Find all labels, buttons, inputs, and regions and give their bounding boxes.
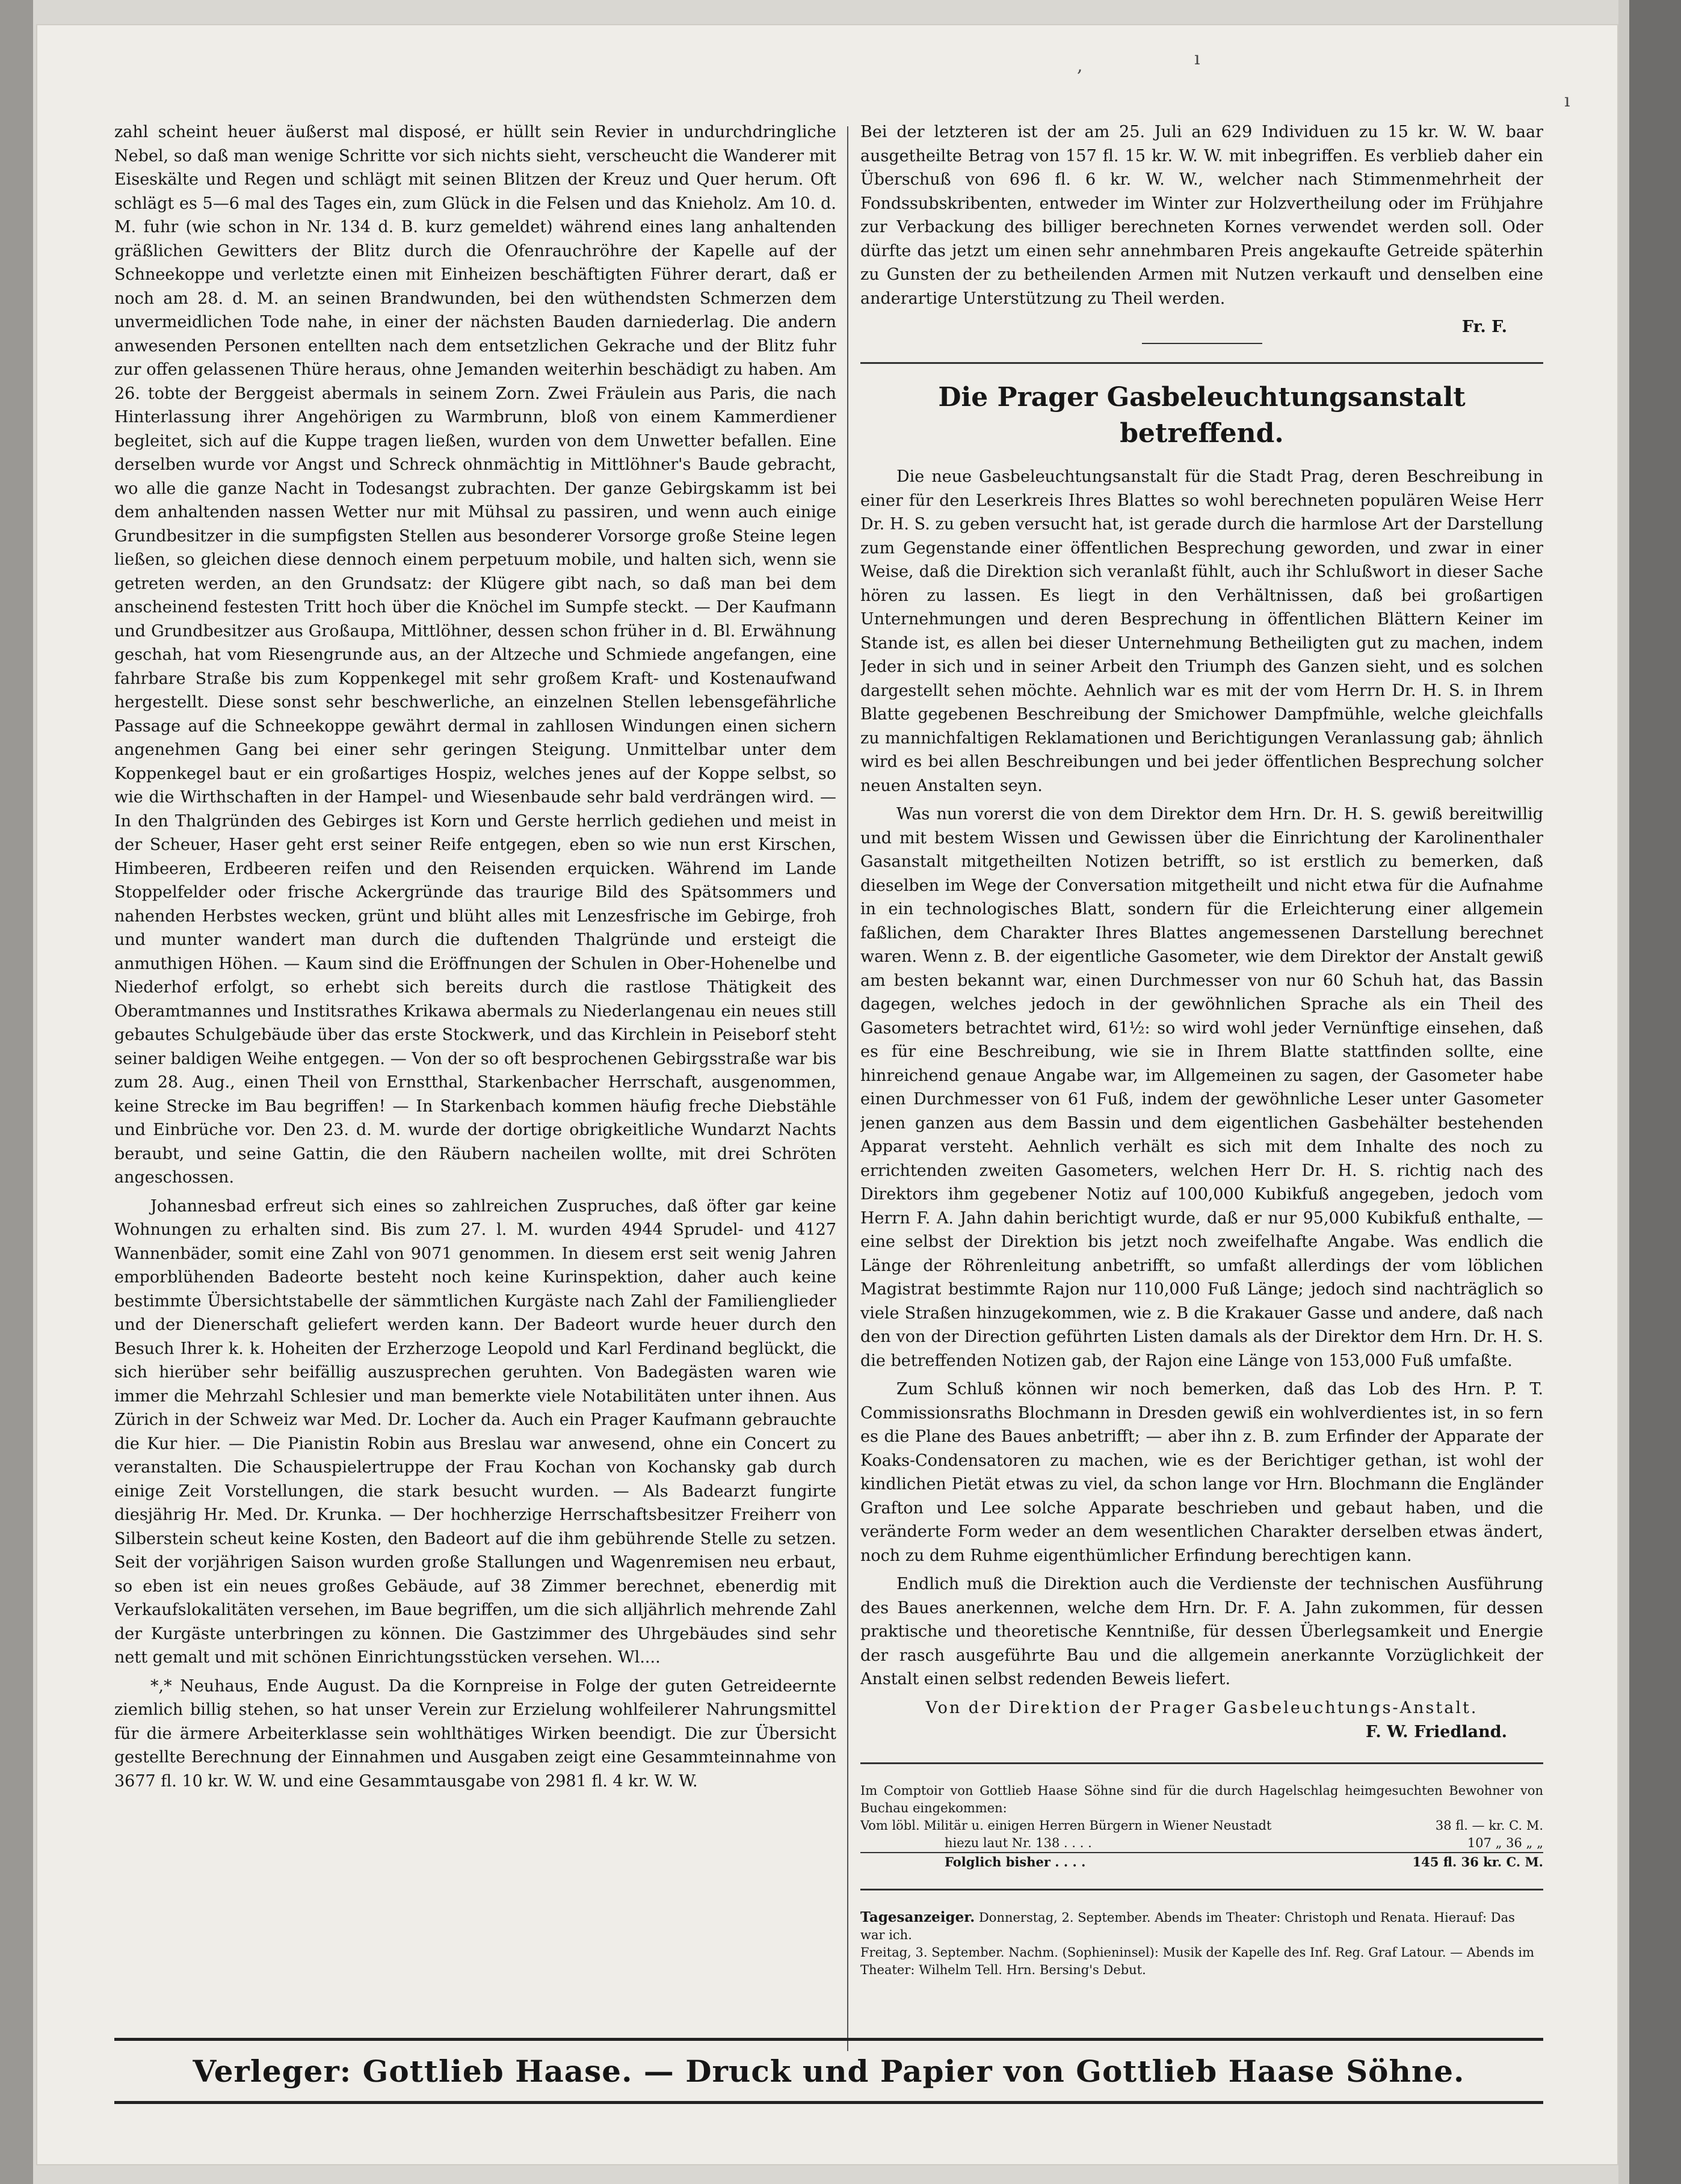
scan-mark: , — [1077, 55, 1083, 76]
tages-line-1: Donnerstag, 2. September. Abends im Theater: Christoph und Renata. Hierauf: Das war ich. — [860, 1910, 1515, 1942]
publisher-footer — [114, 2038, 1543, 2104]
scan-mark: ı — [1564, 90, 1570, 111]
article-paragraph-2: Was nun vorerst die von dem Direktor dem Hrn. Dr. H. S. gewiß bereitwillig und mit bestem Wissen und Gewissen über die Einrichtung der Karolinenthaler Gasanstalt mitgetheilten Notizen betrifft, so ist erstlich zu bemerken, daß dieselben im Wege der Conversation mitgetheilt und nicht etwa für die Aufnahme in ein technologisches Blatt, sondern für die Erleichterung einer allgemein faßlichen, dem Charakter Ihres Blattes angemessenen Darstellung berechnet waren. Wenn z. B. der eigentliche Gasometer, wie dem Direktor der Anstalt gewiß am besten bekannt war, einen Durchmesser von nur 60 Schuh hat, das Bassin dagegen, welches jedoch in der gewöhnlichen Sprache als ein Theil des Gasometers betrachtet wird, 61½: so wird wohl jeder Vernünftige einsehen, daß es für eine Beschreibung, wie sie in Ihrem Blatte stattfinden sollte, eine hinreichend genaue Angabe war, im Allgemeinen zu sagen, der Gasometer habe einen Durchmesser von 61 Fuß, indem der gewöhnliche Leser unter Gasometer jenen ganzen aus dem Bassin und dem eigentlichen Gasbehälter bestehenden Apparat versteht. Aehnlich verhält es sich mit dem Inhalte des noch zu errichtenden zweiten Gasometers, welchen Herr Dr. H. S. richtig nach des Direktors ihm gegebener Notiz auf 100,000 Kubikfuß angegeben, jedoch vom Herrn F. A. Jahn dahin berichtigt wurde, daß er nur 95,000 Kubikfuß enthalte, — eine selbst der Direktion bis jetzt noch zweifelhafte Angabe. Was endlich die Länge der Röhrenleitung anbetrifft, so umfaßt allerdings der vom löblichen Magistrat bestimmte Rajon nur 110,000 Fuß Länge; jedoch sind nachträglich so viele Straßen hinzugekommen, wie z. B die Krakauer Gasse und andere, daß nach den von der Direction geführten Listen damals als der Direktor dem Hrn. Dr. H. S. die betreffenden Notizen gab, der Rajon eine Länge von 153,000 Fuß umfaßte. — [860, 805, 1543, 1370]
donation-label: hiezu laut Nr. 138 . . . . — [945, 1835, 1092, 1850]
left-paragraph-2: Johannesbad erfreut sich eines so zahlreichen Zuspruches, daß öfter gar keine Wohnungen zu erhalten sind. Bis zum 27. l. M. wurden 4944 Sprudel- und 4127 Wannenbäder, somit eine Zahl von 9071 genommen. In diesem erst seit wenig Jahren emporblühenden Badeorte besteht noch keine Kurinspektion, daher auch keine bestimmte Übersichtstabelle der sämmtlichen Kurgäste nach Zahl der Familienglieder und der Dienerschaft geliefert werden kann. Der Badeort wurde heuer durch den Besuch Ihrer k. k. Hoheiten der Erzherzoge Leopold und Karl Ferdinand beglückt, die sich hierüber sehr beifällig auszusprechen geruhten. Von Badegästen waren wie immer die Mehrzahl Schlesier und man bemerkte viele Notabilitäten unter ihnen. Aus Zürich in der Schweiz war Med. Dr. Locher da. Auch ein Prager Kaufmann gebrauchte die Kur hier. — Die Pianistin Robin aus Breslau war anwesend, ohne ein Concert zu veranstalten. Die Schauspielertruppe der Frau Kochan von Kochansky gab durch einige Zeit Vorstellungen, die stark besucht wurden. — Als Badearzt fungirte diesjährig Hr. Med. Dr. Krunka. — Der hochherzige Herrschaftsbesitzer Freiherr von Silberstein scheut keine Kosten, den Badeort auf die ihm gebührende Stelle zu setzen. Seit der vorjährigen Saison wurden große Stallungen und Wagenremisen neu erbaut, so eben ist ein neues großes Gebäude, auf 38 Zimmer berechnet, ebenerdig mit Verkaufslokalitäten versehen, im Baue begriffen, um die sich alljährlich mehrende Zahl der Kurgäste unterbringen zu können. Die Gastzimmer des Uhrgebäudes sind sehr nett gemalt und mit schönen Einrichtungsstücken versehen. Wl.... — [114, 1196, 836, 1667]
tagesanzeiger — [860, 1909, 1543, 1979]
donation-amount: 38 fl. — kr. C. M. — [1435, 1818, 1543, 1833]
tages-line-2: Freitag, 3. September. Nachm. (Sophieninsel): Musik der Kapelle des Inf. Reg. Graf Latour. — Abends im Theater: Wilhelm Tell. Hrn. Bersing's Debut. — [860, 1945, 1534, 1977]
scan-right-border — [1618, 0, 1681, 2184]
article-paragraph-4: Endlich muß die Direktion auch die Verdienste der technischen Ausführung des Baues anerkennen, welche dem Hrn. Dr. F. A. Jahn zukommen, für dessen praktische und theoretische Kenntniße, für dessen Überlegsamkeit und Energie der rasch ausgeführte Bau und die allgemein anerkannte Vorzüglichkeit der Anstalt einen selbst redenden Beweis liefert. — [860, 1575, 1543, 1688]
intro-signature: Fr. F. — [1461, 318, 1507, 336]
tages-divider — [860, 1889, 1543, 1890]
notice-text: Im Comptoir von Gottlieb Haase Söhne sind für die durch Hagelschlag heimgesuchten Bewohner von Buchau eingekommen: — [860, 1783, 1543, 1815]
scan-mark: ı — [1194, 48, 1200, 69]
total-amount: 145 fl. 36 kr. C. M. — [1378, 1853, 1543, 1871]
total-label: Folglich bisher . . . . — [860, 1853, 1378, 1871]
left-paragraph-1: zahl scheint heuer äußerst mal disposé, er hüllt sein Revier in undurchdringliche Nebel, so daß man wenige Schritte vor sich nichts sieht, verscheucht die Wanderer mit Eiseskälte und Regen und schlägt mit seinen Blitzen der Kreuz und Quer herum. Oft schlägt es 5—6 mal des Tages ein, zum Glück in die Felsen und das Knieholz. Am 10. d. M. fuhr (wie schon in Nr. 134 d. B. kurz gemeldet) während eines lang anhaltenden gräßlichen Gewitters der Blitz durch die Ofenrauchröhre der Kapelle auf der Schneekoppe und verletzte einen mit Einheizen beschäftigten Führer derart, daß er noch am 28. d. M. an seinen Brandwunden, bei den wüthendsten Schmerzen dem unvermeidlichen Tode nahe, in einer der nächsten Bauden darniederlag. Die andern anwesenden Personen entellten nach dem entsetzlichen Gekrache und der Blitz fuhr zur offen gelassenen Thüre heraus, ohne Jemanden weiterhin beschädigt zu haben. Am 26. tobte der Berggeist abermals in seinem Zorn. Zwei Fräulein aus Paris, die nach Hinterlassung ihrer Angehörigen zu Warmbrunn, bloß von einem Kammerdiener begleitet, sich auf die Kuppe tragen ließen, wurden von dem Unwetter befallen. Eine derselben wurde vor Angst und Schreck ohnmächtig in Mittlöhner's Baude gebracht, wo alle die ganze Nacht in Todesangst zubrachten. Der ganze Gebirgskamm ist bei dem anhaltenden nassen Wetter nur mit Mühsal zu passiren, und wenn auch einige Grundbesitzer in die sumpfigsten Stellen aus besonderer Vorsorge große Steine legen ließen, so gleichen diese dennoch einem perpetuum mobile, und halten sich, wenn sie getreten werden, an den Grundsatz: der Klügere gibt nach, so daß man bei dem anscheinend festesten Tritt hoch über die Knöchel im Sumpfe steckt. — Der Kaufmann und Grundbesitzer aus Großaupa, Mittlöhner, dessen schon früher in d. Bl. Erwähnung geschah, hat vom Riesengrunde aus, an der Altzeche und Schmiede angefangen, eine fahrbare Straße bis zum Koppenkegel mit sehr großem Kraft- und Kostenaufwand hergestellt. Diese sonst sehr beschwerliche, an einzelnen Stellen lebensgefährliche Passage auf die Schneekoppe gewährt dermal in zahllosen Windungen einen sichern angenehmen Gang bei einer sehr geringen Steigung. Unmittelbar unter dem Koppenkegel baut er ein großartiges Hospiz, welches jenes auf der Koppe selbst, so wie die Wirthschaften in der Hampel- und Wiesenbaude sehr bald verdrängen wird. — In den Thalgründen des Gebirges ist Korn und Gerste herrlich gediehen und meist in der Scheuer, Haser geht erst seiner Reife entgegen, eben so wie nun erst Kirschen, Himbeeren, Erdbeeren reifen und den Reisenden erquicken. Während im Lande Stoppelfelder oder frische Ackergründe das traurige Bild des Spätsommers und nahenden Herbstes wecken, grünt und blüht alles mit Lenzesfrische im Gebirge, froh und munter wandert man durch die duftenden Thalgründe und ersteigt die anmuthigen Höhen. — Kaum sind die Eröffnungen der Schulen in Ober-Hohenelbe und Niederhof erfolgt, so erhebt sich bereits durch die rastlose Thätigkeit des Oberamtmannes und Institsrathes Krikawa abermals zu Niederlangenau ein neues still gebautes Schulgebäude über das erste Stockwerk, und das Kirchlein in Peiseborf steht seiner baldigen Weihe entgegen. — Von der so oft besprochenen Gebirgsstraße war bis zum 28. Aug., einen Theil von Ernstthal, Starkenbacher Herrschaft, ausgenommen, keine Strecke im Bau begriffen! — In Starkenbach kommen häufig freche Diebstähle und Einbrüche vor. Den 23. d. M. wurde der dortige obrigkeitliche Wundarzt Nachts beraubt, und seine Gattin, die den Räubern nacheilen wollte, mit drei Schröten angeschossen. — [114, 123, 836, 1187]
donation-amount: 107 „ 36 „ „ — [1467, 1835, 1543, 1850]
right-intro-paragraph: Bei der letzteren ist der am 25. Juli an 629 Individuen zu 15 kr. W. W. baar ausgetheilte Betrag von 157 fl. 15 kr. W. W. mit inbegriffen. Es verblieb daher ein Überschuß von 696 fl. 6 kr. W. W., welcher nach Stimmenmehrheit der Fondssubskribenten, entweder im Winter zur Holzvertheilung oder im Frühjahre zur Verbackung des billiger berechneten Kornes verwendet werden soll. Oder dürfte das jetzt um einen sehr annehmbaren Preis angekaufte Getreide späterhin zu Gunsten der zu betheilenden Armen mit Nutzen verkauft und denselben eine anderartige Unterstützung zu Theil werden. — [860, 123, 1543, 308]
article-title: Die Prager Gasbeleuchtungsanstalt betreffend. — [938, 382, 1466, 449]
table-row — [860, 1817, 1543, 1835]
footer-text: Verleger: Gottlieb Haase. — Druck und Papier von Gottlieb Haase Söhne. — [193, 2053, 1465, 2089]
donation-notice — [860, 1782, 1543, 1871]
table-row-total — [860, 1853, 1543, 1871]
article-paragraph-3: Zum Schluß können wir noch bemerken, daß das Lob des Hrn. P. T. Commissionsraths Blochmann in Dresden gewiß ein wohlverdientes ist, in so fern es die Plane des Baues anbetrifft; — aber ihn z. B. zum Erfinder der Apparate der Koaks-Condensatoren zu machen, wie es der Berichtiger gethan, ist wohl der kindlichen Pietät etwas zu viel, da schon lange vor Hrn. Blochmann die Engländer Grafton und Lee solche Apparate beschrieben und gebaut haben, und die veränderte Form weder an dem wesentlichen Charakter derselben etwas ändert, noch zu dem Ruhme eigenthümlicher Erfindung berechtigen kann. — [860, 1380, 1543, 1565]
right-column — [860, 120, 1543, 2033]
notice-divider — [860, 1762, 1543, 1764]
left-paragraph-3: *,* Neuhaus, Ende August. Da die Kornpreise in Folge der guten Getreideernte ziemlich billig stehen, so hat unser Verein zur Erzielung wohlfeilerer Nahrungsmittel für die ärmere Arbeiterklasse sein wohlthätiges Wirken beendigt. Die zur Übersicht gestellte Berechnung der Einnahmen und Ausgaben zeigt eine Gesammteinnahme von 3677 fl. 10 kr. W. W. und eine Gesammtausgabe von 2981 fl. 4 kr. W. W. — [114, 1676, 836, 1791]
scan-left-border — [0, 0, 33, 2184]
tages-title: Tagesanzeiger. — [860, 1909, 975, 1925]
article-paragraph-1: Die neue Gasbeleuchtungsanstalt für die Stadt Prag, deren Beschreibung in einer für den Leserkreis Ihres Blattes so wohl berechneten populären Weise Herr Dr. H. S. zu geben versucht hat, ist gerade durch die harmlose Art der Darstellung zum Gegenstande einer öffentlichen Besprechung geworden, und zwar in einer Weise, daß die Direktion sich veranlaßt fühlt, auch ihr Schlußwort in dieser Sache hören zu lassen. Es liegt in den Verhältnissen, daß bei großartigen Unternehmungen und deren Besprechung in öffentlichen Blättern Keiner im Stande ist, es allen bei dieser Unternehmung Betheiligten gut zu machen, indem Jeder in sich und in seiner Arbeit den Triumph des Ganzen sieht, und es solchen dargestellt sehen möchte. Aehnlich war es mit der vom Herrn Dr. H. S. in Ihrem Blatte gegebenen Beschreibung der Smichower Dampfmühle, welche gleichfalls zu mannichfaltigen Reklamationen und Berichtigungen Veranlassung gab; ähnlich wird es bei allen Beschreibungen und bei jeder öffentlichen Besprechung solcher neuen Anstalten seyn. — [860, 467, 1543, 795]
short-divider — [1142, 343, 1262, 344]
donation-label: Vom löbl. Militär u. einigen Herren Bürgern in Wiener Neustadt — [860, 1818, 1272, 1833]
article-signature-line: Von der Direktion der Prager Gasbeleuchtungs-Anstalt. — [925, 1698, 1478, 1717]
article-signature-name: F. W. Friedland. — [1365, 1722, 1507, 1741]
column-rule — [847, 126, 848, 2051]
table-row — [860, 1835, 1543, 1853]
donation-table — [860, 1817, 1543, 1871]
section-divider — [860, 362, 1543, 364]
left-column — [114, 120, 836, 2033]
